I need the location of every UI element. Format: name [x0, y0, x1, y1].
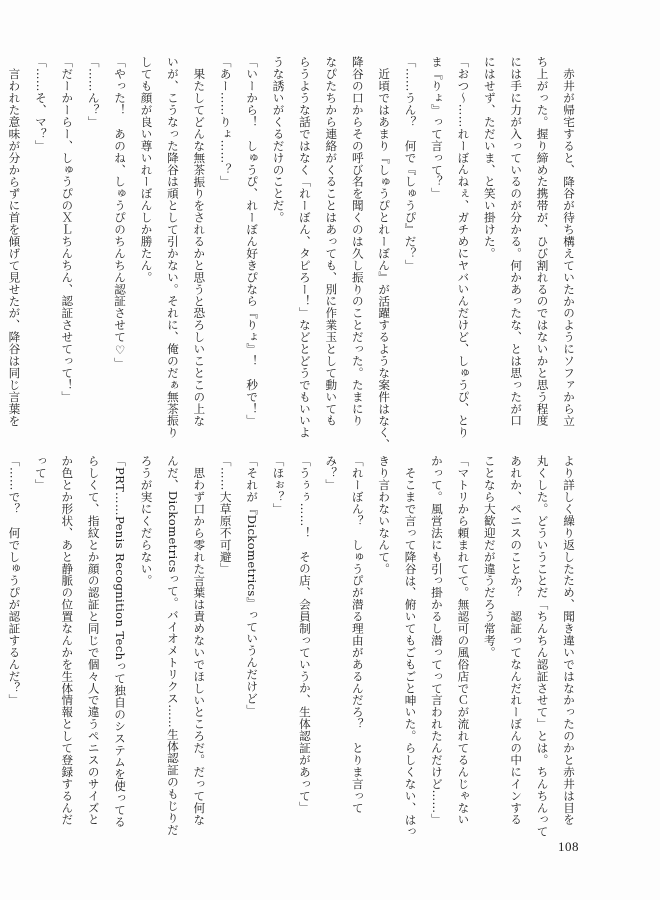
text-column: あれか、ペニスのことか？ 認証ってなんだれーぼんの中にインする — [509, 455, 524, 826]
text-column: 「……大草原不可避」 — [218, 455, 233, 575]
text-column: 近頃ではあまり『しゅうぴとれーぼん』が活躍するような案件はなく、 — [377, 67, 392, 450]
text-column: には手に力が入っているのが分かる。何かあったな、とは思ったが口 — [509, 56, 524, 427]
text-column: 丸くした。どういうことだ「ちんちん認証させて」とは。ちんちんって — [535, 455, 550, 838]
text-column: 「……で？ 何でしゅうぴが認証するんだ？」 — [7, 455, 22, 706]
text-column: 思わず口から零れた言葉は責めないでほしいところだ。だって何な — [192, 466, 207, 826]
text-column: って」 — [33, 455, 48, 491]
text-column: いが、こうなった降谷は頑として引かない。それに、俺のだぁ無茶振り — [165, 56, 180, 439]
text-column: うな誘いがくるだけのことだ。 — [271, 56, 286, 224]
text-column: にはせず、ただいま、と笑い掛けた。 — [482, 56, 497, 260]
text-column: 「それが『Dickometrics』っていうんだけど」 — [245, 455, 260, 717]
text-column: 「だーかーらー、しゅうぴのＸＬちんちん、認証させてって！」 — [60, 56, 75, 403]
text-column: 「PRT……Penis Recognition Techって独自のシステムを使ってる — [113, 455, 128, 828]
text-column: そこまで言って降谷は、俯いてもごもごと呻いた。らしくない、はっ — [403, 466, 418, 838]
text-column: 「……そ、マ？」 — [33, 56, 48, 152]
page-number: 108 — [558, 839, 579, 854]
text-column: み？」 — [324, 455, 339, 491]
text-column: しても顔が良い尊いれーぼんしか勝たん。 — [139, 56, 154, 284]
text-column: かって。風営法にも引っ掛かるし潜ってって言われたんだけど……」 — [429, 455, 444, 826]
text-column: らしくて、指紋とか顔の認証と同じで個々人で違うペニスのサイズと — [86, 455, 101, 826]
text-column: 「やった！ あのね、しゅうぴのちんちん認証させて♡」 — [113, 56, 128, 370]
text-column: 言われた意味が分からずに首を傾げて見せたが、降谷は同じ言葉を — [7, 67, 22, 427]
text-column: 「ほぉ？」 — [271, 455, 286, 515]
text-column: なぴたちから連絡がくることはあっても、別に作業玉として動いても — [324, 56, 339, 427]
text-column: か色とか形状、あと静脈の位置なんかを生体情報として登録するんだ — [60, 455, 75, 826]
upper-text-block — [7, 56, 582, 450]
text-column: ち上がった。握り締めた携帯が、ひび割れるのではないかと思う程度 — [535, 56, 550, 427]
text-column: ことなら大歓迎だが違うだろう常考。 — [482, 455, 497, 659]
text-column: 果たしてどんな無茶振りをされるかと思うと恐ろしいことこの上な — [192, 67, 207, 427]
text-column: 「……うん？ 何で『しゅうぴ』だ？」 — [403, 56, 418, 272]
text-column: 赤井が帰宅すると、降谷が待ち構えていたかのようにソファから立 — [562, 67, 576, 427]
text-column: きり言わないなんて。 — [377, 455, 392, 575]
text-column: 「れーぼん？ しゅうぴが潜る理由があるんだろ？ とりま言って — [350, 455, 365, 814]
text-column: ま『りょ』って言って？」 — [429, 56, 444, 200]
lower-text-block — [7, 455, 582, 838]
text-column: より詳しく繰り返したため、聞き違いではなかったのかと赤井は目を — [562, 455, 576, 826]
text-column: 「いーから！ しゅうぴ、れーぼん好きぴなら『りょ』！ 秒で！」 — [245, 56, 260, 427]
text-column: 「うぅぅ……！ その店、会員制っていうか、生体認証があって」 — [297, 455, 312, 814]
text-column: 「おつ～……れーぼんねぇ、ガチめにヤバいんだけど、しゅうぴ、とり — [456, 56, 471, 439]
text-column: 「あー……りょ……？」 — [218, 56, 233, 188]
text-column: 「マトリから頼まれてて。無認可の風俗店でＣが流れてるんじゃない — [456, 455, 471, 826]
text-column: 「……ん？」 — [86, 56, 101, 128]
text-column: んだ、Dickometricsって。バイオメトリクス……生体認証のもじりだ — [165, 455, 180, 836]
text-column: 降谷の口からその呼び名を聞くのは久し振りのことだった。たまにり — [350, 56, 365, 427]
text-column: ろうが実にくだらない。 — [139, 455, 154, 587]
text-column: らうような話ではなく「れーぼん、タピろー！」などとどうでもいいよ — [297, 56, 312, 439]
